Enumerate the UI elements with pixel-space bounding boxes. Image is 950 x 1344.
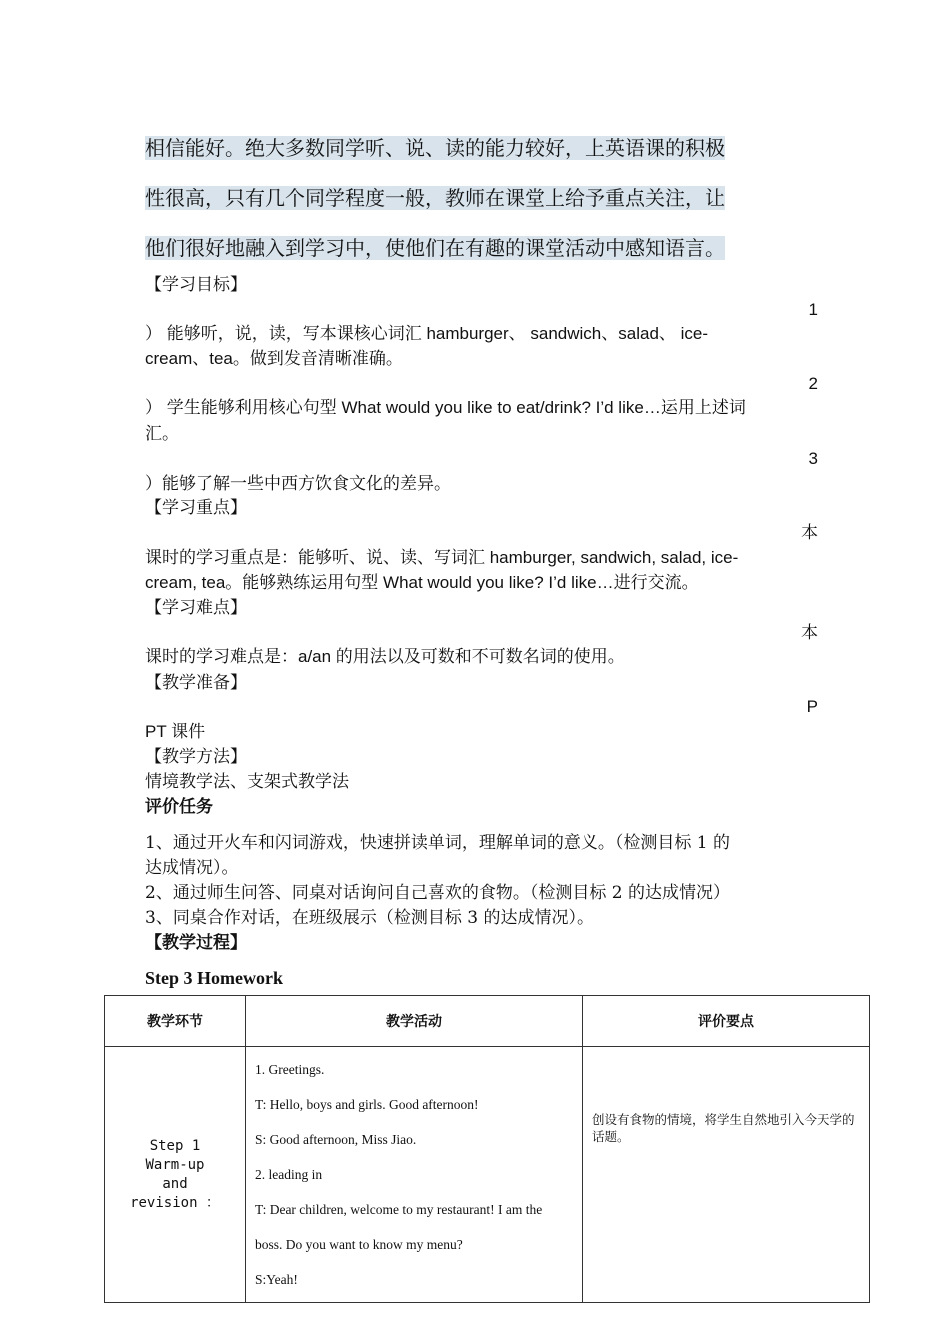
goals-heading: 【学习目标】	[145, 275, 247, 295]
methods-heading: 【教学方法】	[145, 747, 247, 767]
activity-line: boss. Do you want to know my menu?	[255, 1237, 463, 1252]
goal-1-line-1: ） 能够听，说，读，写本课核心词汇 hamburger、 sandwich、salad、 ice-	[145, 324, 709, 343]
intro-text: 相信能好。绝大多数同学听、说、读的能力较好，上英语课的积极	[145, 136, 725, 160]
step-line: revision ：	[130, 1194, 220, 1211]
key-points-lead: 本	[801, 523, 818, 542]
table-row	[105, 1047, 870, 1303]
header-stage: 教学环节	[105, 996, 246, 1047]
goal-2-line-2: 汇。	[145, 424, 179, 443]
intro-text: 性很高，只有几个同学程度一般，教师在课堂上给予重点关注，让	[145, 186, 725, 210]
activity-line: S:Yeah!	[255, 1272, 298, 1287]
step-line: Warm-up	[145, 1156, 205, 1173]
evaluation-line-2: 达成情况）。	[145, 858, 239, 878]
evaluation-cell: 创设有食物的情境，将学生自然地引入今天学的话题。	[583, 1047, 870, 1303]
step-line: and	[162, 1175, 188, 1192]
activity-line: T: Dear children, welcome to my restaurant! I am the	[255, 1202, 543, 1217]
evaluation-line-4: 3、同桌合作对话，在班级展示（检测目标 3 的达成情况）。	[145, 908, 594, 928]
header-activity: 教学活动	[246, 996, 583, 1047]
header-evaluation: 评价要点	[583, 996, 870, 1047]
intro-line-2	[145, 186, 807, 210]
step-title: Step 3 Homework	[145, 968, 283, 988]
preparation-lead: P	[806, 697, 818, 716]
goal-number-1: 1	[808, 300, 818, 319]
activity-line: S: Good afternoon, Miss Jiao.	[255, 1132, 417, 1147]
goal-3-line-1: ）能够了解一些中西方饮食文化的差异。	[145, 474, 451, 493]
lesson-table	[104, 995, 870, 1303]
evaluation-line-1: 1、通过开火车和闪词游戏，快速拼读单词，理解单词的意义。（检测目标 1 的	[145, 833, 730, 853]
goal-2-line-1: ） 学生能够利用核心句型 What would you like to eat/drink? I’d like…运用上述词	[145, 398, 746, 417]
difficulties-heading: 【学习难点】	[145, 598, 247, 618]
intro-text: 他们很好地融入到学习中，使他们在有趣的课堂活动中感知语言。	[145, 236, 725, 260]
activity-line: 2. leading in	[255, 1167, 323, 1182]
process-heading: 【教学过程】	[145, 933, 247, 953]
table-header-row	[105, 996, 870, 1047]
preparation-heading: 【教学准备】	[145, 673, 247, 693]
goal-number-3: 3	[808, 449, 818, 468]
methods-line-1: 情境教学法、支架式教学法	[145, 772, 349, 792]
intro-line-3	[145, 236, 807, 260]
evaluation-heading: 评价任务	[145, 797, 213, 816]
key-points-line-1: 课时的学习重点是：能够听、说、读、写词汇 hamburger, sandwich, salad, ice-	[145, 548, 739, 567]
intro-line-1	[145, 136, 807, 160]
preparation-line-1: PT 课件	[145, 722, 206, 741]
key-points-line-2: cream, tea。能够熟练运用句型 What would you like? I’d like…进行交流。	[145, 573, 699, 592]
step-line: Step 1	[149, 1137, 201, 1154]
key-points-heading: 【学习重点】	[145, 498, 247, 518]
activity-cell	[246, 1047, 583, 1303]
step-cell	[105, 1047, 246, 1303]
activity-line: 1. Greetings.	[255, 1062, 325, 1077]
goal-number-2: 2	[808, 374, 818, 393]
difficulties-lead: 本	[801, 623, 818, 642]
difficulties-line-1: 课时的学习难点是：a/an 的用法以及可数和不可数名词的使用。	[145, 647, 625, 666]
evaluation-line-3: 2、通过师生问答、同桌对话询问自己喜欢的食物。（检测目标 2 的达成情况）	[145, 883, 730, 903]
activity-line: T: Hello, boys and girls. Good afternoon!	[255, 1097, 479, 1112]
goal-1-line-2: cream、tea。做到发音清晰准确。	[145, 349, 403, 368]
